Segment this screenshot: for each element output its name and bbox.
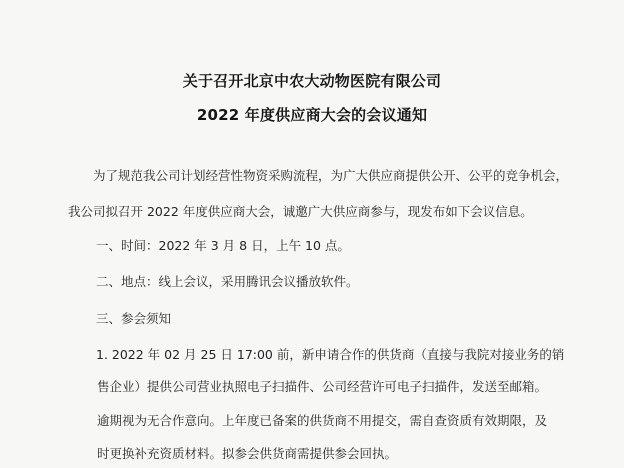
paragraph-intro-line-2: 我公司拟召开 2022 年度供应商大会，诚邀广大供应商参与，现发布如下会议信息。 xyxy=(68,204,533,219)
section-location: 二、地点：线上会议，采用腾讯会议播放软件。 xyxy=(96,274,359,289)
notes-item-1-line-1: 1. 2022 年 02 月 25 日 17:00 前，新申请合作的供货商（直接与我院对接业务的销 xyxy=(96,347,565,362)
paragraph-intro-line-1: 为了规范我公司计划经营性物资采购流程，为广大供应商提供公开、公平的竞争机会， xyxy=(93,168,569,183)
section-time: 一、时间：2022 年 3 月 8 日，上午 10 点。 xyxy=(96,238,350,253)
notes-item-1-line-4: 时更换补充资质材料。拟参会供货商需提供参会回执。 xyxy=(97,446,398,461)
document-title-line-2: 2022 年度供应商大会的会议通知 xyxy=(196,106,428,124)
document-title-line-1: 关于召开北京中农大动物医院有限公司 xyxy=(182,72,442,90)
notes-item-1-line-2: 售企业）提供公司营业执照电子扫描件、公司经营许可电子扫描件，发送至邮箱。 xyxy=(97,379,548,394)
section-notes-heading: 三、参会须知 xyxy=(96,311,172,326)
notes-item-1-line-3: 逾期视为无合作意向。上年度已备案的供货商不用提交，需自查资质有效期限，及 xyxy=(97,413,548,428)
